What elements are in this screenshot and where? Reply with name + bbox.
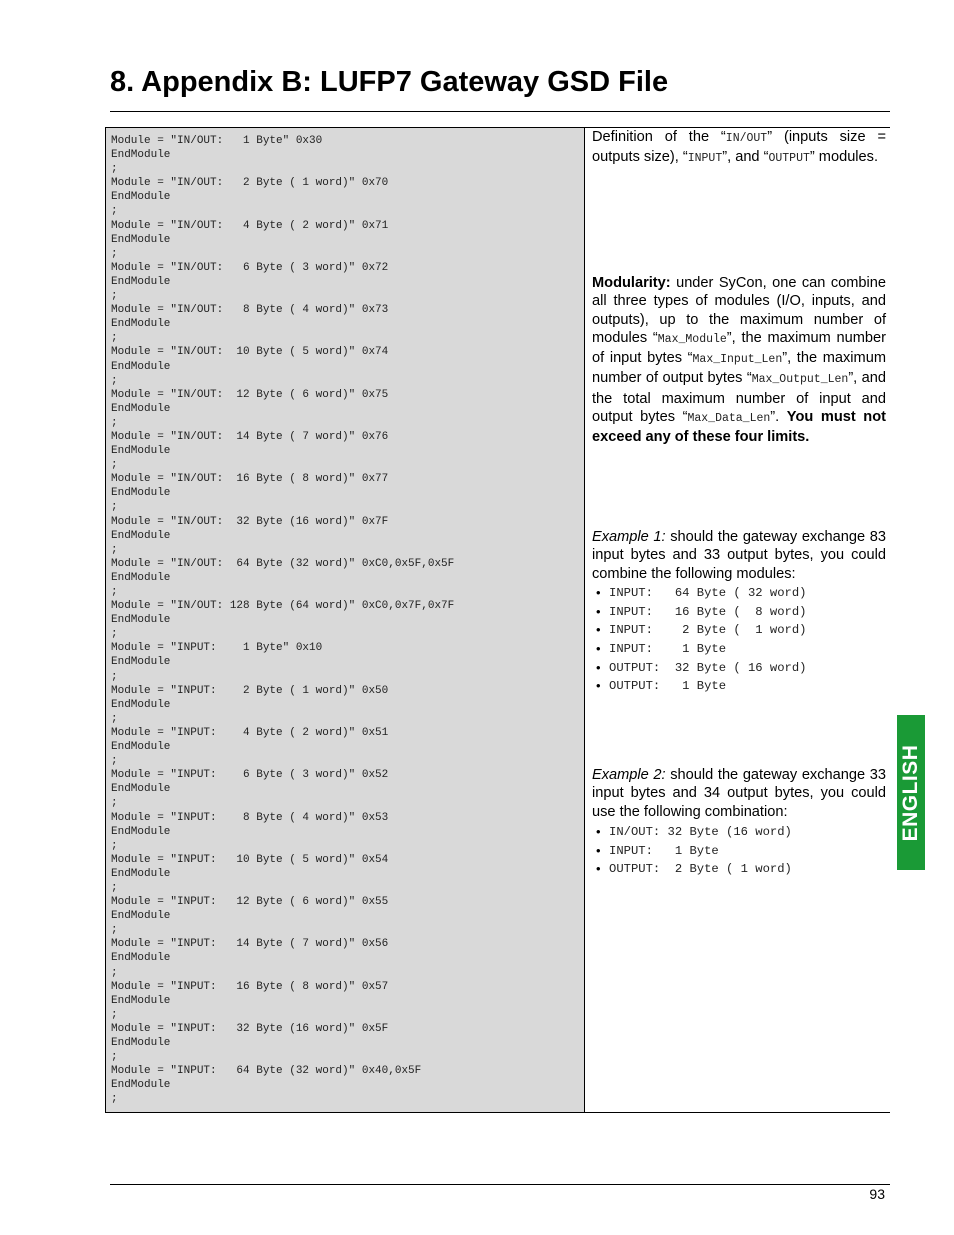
- code-line: Module = "IN/OUT: 6 Byte ( 3 word)" 0x72: [111, 261, 389, 274]
- gsd-table: [105, 127, 890, 1113]
- code-line: Module = "INPUT: 4 Byte ( 2 word)" 0x51: [111, 726, 389, 739]
- code-line: EndModule: [111, 783, 171, 796]
- code-line: Module = "IN/OUT: 2 Byte ( 1 word)" 0x70: [111, 177, 389, 190]
- code-line: ;: [111, 1008, 118, 1021]
- code-line: EndModule: [111, 318, 171, 331]
- code-line: Module = "IN/OUT: 10 Byte ( 5 word)" 0x74: [111, 346, 389, 359]
- list-item: • OUTPUT: 2 Byte ( 1 word): [596, 860, 886, 879]
- example-2-label: Example 2:: [592, 767, 666, 783]
- list-item: • INPUT: 2 Byte ( 1 word): [596, 621, 886, 640]
- code-line: EndModule: [111, 994, 171, 1007]
- code-line: ;: [111, 712, 118, 725]
- code-line: EndModule: [111, 191, 171, 204]
- code-line: ;: [111, 163, 118, 176]
- code-line: Module = "IN/OUT: 16 Byte ( 8 word)" 0x77: [111, 473, 389, 486]
- code-line: ;: [111, 1093, 118, 1106]
- output-keyword: OUTPUT: [768, 152, 810, 166]
- modularity-paragraph: Modularity: under SyCon, one can combine all three types of modules (I/O, inputs, and outputs), up to the maximum number of modules “Max_Module”, the maximum number of input bytes “Max_Input_Len”, the maximum number of output bytes “Max_Output_Len”, and the total maximum number of input and output bytes “Max_Data_Len”. You must not exceed any of these four limits.: [592, 275, 887, 446]
- gsd-code-column: [105, 128, 585, 1112]
- code-line: ;: [111, 586, 118, 598]
- code-line: EndModule: [111, 1037, 171, 1049]
- code-line: Module = "IN/OUT: 4 Byte ( 2 word)" 0x71: [111, 219, 389, 232]
- list-item: • OUTPUT: 32 Byte ( 16 word): [596, 659, 886, 678]
- list-item: • INPUT: 1 Byte: [596, 640, 886, 659]
- code-line: Module = "IN/OUT: 8 Byte ( 4 word)" 0x73: [111, 304, 389, 317]
- code-line: Module = "IN/OUT: 14 Byte ( 7 word)" 0x76: [111, 430, 389, 443]
- example-2-list: [596, 823, 886, 879]
- code-line: Module = "INPUT: 64 Byte (32 word)" 0x40,0x5F: [111, 1065, 422, 1078]
- code-line: ;: [111, 290, 118, 303]
- code-line: EndModule: [111, 445, 171, 458]
- code-line: EndModule: [111, 402, 171, 415]
- bullet-icon: •: [596, 659, 601, 675]
- code-line: Module = "INPUT: 32 Byte (16 word)" 0x5F: [111, 1022, 389, 1035]
- code-line: ;: [111, 797, 118, 810]
- list-item: • INPUT: 64 Byte ( 32 word): [596, 584, 886, 603]
- example-1-list: [596, 584, 886, 696]
- description-column: [592, 128, 886, 1112]
- code-line: EndModule: [111, 571, 171, 584]
- code-line: Module = "IN/OUT: 32 Byte (16 word)" 0x7F: [111, 515, 389, 528]
- code-line: Module = "IN/OUT: 12 Byte ( 6 word)" 0x75: [111, 388, 389, 401]
- title-rule: [110, 111, 890, 112]
- code-line: ;: [111, 628, 118, 641]
- code-line: EndModule: [111, 741, 171, 754]
- code-line: Module = "IN/OUT: 64 Byte (32 word)" 0xC0,0x5F,0x5F: [111, 557, 455, 570]
- code-line: Module = "INPUT: 8 Byte ( 4 word)" 0x53: [111, 811, 389, 824]
- code-line: EndModule: [111, 614, 171, 627]
- code-line: ;: [111, 755, 118, 768]
- code-line: EndModule: [111, 149, 171, 162]
- bullet-icon: •: [596, 842, 601, 858]
- max-output-len-keyword: Max_Output_Len: [751, 373, 849, 387]
- bullet-icon: •: [596, 824, 601, 839]
- code-line: EndModule: [111, 910, 171, 923]
- code-line: EndModule: [111, 1079, 171, 1092]
- code-line: EndModule: [111, 867, 171, 880]
- list-item: • INPUT: 1 Byte: [596, 842, 886, 861]
- code-line: ;: [111, 670, 118, 683]
- input-keyword: INPUT: [687, 152, 723, 166]
- bullet-icon: •: [596, 622, 601, 638]
- language-tab-label: ENGLISH: [899, 744, 922, 841]
- code-line: ;: [111, 924, 118, 937]
- code-line: Module = "INPUT: 16 Byte ( 8 word)" 0x57: [111, 980, 389, 993]
- code-line: ;: [111, 416, 118, 429]
- bullet-icon: •: [596, 603, 601, 619]
- code-line: EndModule: [111, 487, 171, 500]
- code-line: Module = "INPUT: 2 Byte ( 1 word)" 0x50: [111, 684, 389, 697]
- example-1-paragraph: Example 1: should the gateway exchange 83 input bytes and 33 output bytes, you could combine the following modules:: [592, 529, 886, 582]
- bullet-icon: •: [596, 585, 601, 600]
- code-line: EndModule: [111, 233, 171, 246]
- max-module-keyword: Max_Module: [657, 332, 727, 346]
- code-line: ;: [111, 543, 118, 556]
- example-1-label: Example 1:: [592, 529, 666, 545]
- code-line: EndModule: [111, 952, 171, 965]
- code-line: EndModule: [111, 825, 171, 838]
- code-line: EndModule: [111, 656, 171, 669]
- language-tab: [897, 715, 925, 870]
- limits-warning: You must not exceed any of these four limits.: [592, 409, 886, 446]
- bullet-icon: •: [596, 678, 601, 694]
- code-line: ;: [111, 332, 118, 345]
- list-item: • OUTPUT: 1 Byte: [596, 677, 886, 696]
- code-line: ;: [111, 374, 118, 387]
- code-line: ;: [111, 247, 118, 260]
- code-line: ;: [111, 839, 118, 852]
- bullet-icon: •: [596, 641, 601, 657]
- gsd-code-listing: [111, 134, 454, 1106]
- code-line: Module = "INPUT: 12 Byte ( 6 word)" 0x55: [111, 896, 389, 909]
- code-line: Module = "IN/OUT: 128 Byte (64 word)" 0xC0,0x7F,0x7F: [111, 600, 455, 613]
- code-line: ;: [111, 459, 118, 472]
- code-line: ;: [111, 966, 118, 979]
- list-item: • IN/OUT: 32 Byte (16 word): [596, 823, 886, 842]
- code-line: Module = "IN/OUT: 1 Byte" 0x30: [111, 135, 323, 147]
- code-line: ;: [111, 881, 118, 894]
- list-item: • INPUT: 16 Byte ( 8 word): [596, 603, 886, 622]
- code-line: Module = "INPUT: 1 Byte" 0x10: [111, 642, 323, 655]
- code-line: EndModule: [111, 275, 171, 288]
- footer-rule: [110, 1184, 890, 1185]
- page-title: 8. Appendix B: LUFP7 Gateway GSD File: [110, 66, 669, 98]
- code-line: Module = "INPUT: 10 Byte ( 5 word)" 0x54: [111, 853, 389, 866]
- example-2-paragraph: Example 2: should the gateway exchange 33 input bytes and 34 output bytes, you could use the following combination:: [592, 767, 886, 820]
- in-out-keyword: IN/OUT: [725, 132, 768, 145]
- bullet-icon: •: [596, 861, 601, 877]
- code-line: EndModule: [111, 360, 171, 373]
- definition-paragraph: Definition of the “IN/OUT” (inputs size = outputs size), “INPUT”, and “OUTPUT” modules.: [592, 129, 886, 166]
- code-line: EndModule: [111, 698, 171, 711]
- code-line: ;: [111, 205, 118, 218]
- code-line: EndModule: [111, 529, 171, 542]
- code-line: Module = "INPUT: 14 Byte ( 7 word)" 0x56: [111, 938, 389, 951]
- page-number: 93: [869, 1186, 885, 1202]
- code-line: Module = "INPUT: 6 Byte ( 3 word)" 0x52: [111, 769, 389, 782]
- code-line: ;: [111, 1051, 118, 1064]
- max-input-len-keyword: Max_Input_Len: [692, 353, 783, 367]
- code-line: ;: [111, 501, 118, 514]
- modularity-label: Modularity:: [592, 275, 671, 291]
- max-data-len-keyword: Max_Data_Len: [687, 412, 771, 426]
